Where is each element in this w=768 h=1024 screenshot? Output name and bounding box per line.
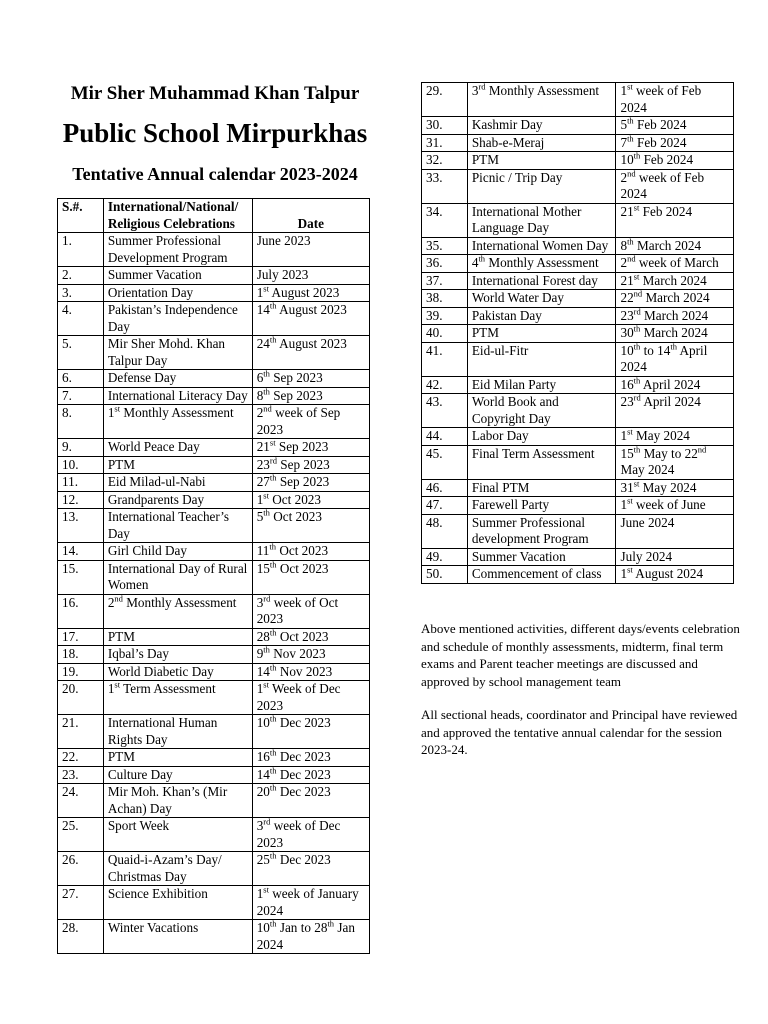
cell-event: International Literacy Day — [103, 387, 252, 405]
table-row — [422, 203, 734, 237]
cell-sn: 42. — [422, 376, 468, 394]
cell-date: 1st Week of Dec 2023 — [252, 681, 369, 715]
table-header-row — [58, 199, 370, 233]
table-row — [58, 681, 370, 715]
calendar-table-left — [57, 198, 370, 954]
table-row — [422, 514, 734, 548]
table-row — [58, 267, 370, 285]
table-row — [422, 342, 734, 376]
table-row — [422, 566, 734, 584]
cell-sn: 21. — [58, 715, 104, 749]
cell-event: Winter Vacations — [103, 920, 252, 954]
table-row — [58, 456, 370, 474]
cell-date: 5th Feb 2024 — [616, 117, 734, 135]
cell-event: Quaid-i-Azam’s Day/ Christmas Day — [103, 852, 252, 886]
table-row — [58, 628, 370, 646]
cell-date: 9th Nov 2023 — [252, 646, 369, 664]
cell-event: Summer Vacation — [467, 548, 616, 566]
table-row — [422, 134, 734, 152]
table-row — [58, 439, 370, 457]
cell-date: 28th Oct 2023 — [252, 628, 369, 646]
cell-event: Summer Professional development Program — [467, 514, 616, 548]
cell-sn: 10. — [58, 456, 104, 474]
cell-event: Grandparents Day — [103, 491, 252, 509]
cell-date: 2nd week of Feb 2024 — [616, 169, 734, 203]
cell-event: Iqbal’s Day — [103, 646, 252, 664]
cell-event: Farewell Party — [467, 497, 616, 515]
header-sn: S.#. — [58, 199, 104, 233]
cell-date: 27th Sep 2023 — [252, 474, 369, 492]
cell-sn: 9. — [58, 439, 104, 457]
table-row — [422, 272, 734, 290]
cell-event: Final Term Assessment — [467, 445, 616, 479]
table-row — [58, 663, 370, 681]
table-row — [422, 394, 734, 428]
cell-sn: 33. — [422, 169, 468, 203]
table-row — [422, 83, 734, 117]
cell-date: 1st week of June — [616, 497, 734, 515]
table-row — [58, 715, 370, 749]
table-row — [58, 886, 370, 920]
cell-date: 21st Feb 2024 — [616, 203, 734, 237]
cell-event: 4th Monthly Assessment — [467, 255, 616, 273]
cell-event: 1st Term Assessment — [103, 681, 252, 715]
cell-sn: 45. — [422, 445, 468, 479]
cell-sn: 37. — [422, 272, 468, 290]
table-row — [422, 548, 734, 566]
cell-date: 1st week of January 2024 — [252, 886, 369, 920]
cell-event: Kashmir Day — [467, 117, 616, 135]
cell-sn: 7. — [58, 387, 104, 405]
cell-sn: 27. — [58, 886, 104, 920]
cell-event: Culture Day — [103, 766, 252, 784]
cell-date: July 2024 — [616, 548, 734, 566]
cell-date: 20th Dec 2023 — [252, 784, 369, 818]
cell-sn: 6. — [58, 370, 104, 388]
cell-date: 21st Sep 2023 — [252, 439, 369, 457]
cell-event: Labor Day — [467, 428, 616, 446]
cell-sn: 30. — [422, 117, 468, 135]
cell-sn: 40. — [422, 325, 468, 343]
cell-sn: 16. — [58, 594, 104, 628]
cell-date: 1st August 2024 — [616, 566, 734, 584]
school-title: Public School Mirpurkhas — [62, 118, 368, 148]
cell-date: 1st week of Feb 2024 — [616, 83, 734, 117]
cell-date: 23rd Sep 2023 — [252, 456, 369, 474]
cell-sn: 48. — [422, 514, 468, 548]
cell-sn: 26. — [58, 852, 104, 886]
cell-sn: 34. — [422, 203, 468, 237]
cell-event: International Teacher’s Day — [103, 509, 252, 543]
cell-event: Defense Day — [103, 370, 252, 388]
cell-sn: 50. — [422, 566, 468, 584]
cell-sn: 35. — [422, 237, 468, 255]
cell-sn: 1. — [58, 233, 104, 267]
cell-event: International Forest day — [467, 272, 616, 290]
table-row — [58, 560, 370, 594]
cell-event: 1st Monthly Assessment — [103, 405, 252, 439]
cell-date: 3rd week of Dec 2023 — [252, 818, 369, 852]
table-row — [422, 152, 734, 170]
table-row — [58, 646, 370, 664]
cell-sn: 15. — [58, 560, 104, 594]
cell-date: 15th May to 22nd May 2024 — [616, 445, 734, 479]
cell-date: 1st May 2024 — [616, 428, 734, 446]
table-row — [58, 784, 370, 818]
table-row — [422, 428, 734, 446]
cell-event: World Water Day — [467, 290, 616, 308]
table-row — [422, 325, 734, 343]
cell-event: Commencement of class — [467, 566, 616, 584]
cell-event: Girl Child Day — [103, 543, 252, 561]
table-row — [58, 233, 370, 267]
cell-date: 16th Dec 2023 — [252, 749, 369, 767]
cell-event: International Day of Rural Women — [103, 560, 252, 594]
table-row — [422, 307, 734, 325]
calendar-title: Tentative Annual calendar 2023-2024 — [72, 164, 358, 184]
cell-sn: 2. — [58, 267, 104, 285]
cell-event: International Human Rights Day — [103, 715, 252, 749]
cell-event: World Diabetic Day — [103, 663, 252, 681]
cell-event: International Mother Language Day — [467, 203, 616, 237]
cell-sn: 18. — [58, 646, 104, 664]
cell-event: Sport Week — [103, 818, 252, 852]
cell-event: Picnic / Trip Day — [467, 169, 616, 203]
cell-date: 11th Oct 2023 — [252, 543, 369, 561]
cell-event: Eid Milan Party — [467, 376, 616, 394]
cell-event: Eid-ul-Fitr — [467, 342, 616, 376]
cell-date: June 2023 — [252, 233, 369, 267]
table-row — [422, 169, 734, 203]
cell-event: PTM — [467, 152, 616, 170]
cell-sn: 36. — [422, 255, 468, 273]
cell-sn: 39. — [422, 307, 468, 325]
cell-event: Orientation Day — [103, 284, 252, 302]
cell-date: 1st Oct 2023 — [252, 491, 369, 509]
table-row — [422, 237, 734, 255]
cell-event: World Book and Copyright Day — [467, 394, 616, 428]
cell-date: 14th Nov 2023 — [252, 663, 369, 681]
cell-event: PTM — [103, 749, 252, 767]
cell-sn: 14. — [58, 543, 104, 561]
cell-date: June 2024 — [616, 514, 734, 548]
cell-sn: 29. — [422, 83, 468, 117]
cell-date: 7th Feb 2024 — [616, 134, 734, 152]
cell-date: 10th Jan to 28th Jan 2024 — [252, 920, 369, 954]
table-row — [58, 302, 370, 336]
cell-sn: 32. — [422, 152, 468, 170]
header-event: International/National/ Religious Celebrations — [103, 199, 252, 233]
table-row — [58, 474, 370, 492]
cell-date: 3rd week of Oct 2023 — [252, 594, 369, 628]
table-row — [58, 491, 370, 509]
cell-event: Mir Moh. Khan’s (Mir Achan) Day — [103, 784, 252, 818]
cell-event: World Peace Day — [103, 439, 252, 457]
cell-event: PTM — [467, 325, 616, 343]
cell-date: 14th Dec 2023 — [252, 766, 369, 784]
cell-date: 22nd March 2024 — [616, 290, 734, 308]
cell-date: 14th August 2023 — [252, 302, 369, 336]
cell-date: 25th Dec 2023 — [252, 852, 369, 886]
table-row — [422, 376, 734, 394]
table-row — [58, 818, 370, 852]
table-row — [422, 497, 734, 515]
table-row — [58, 766, 370, 784]
cell-sn: 19. — [58, 663, 104, 681]
cell-date: 15th Oct 2023 — [252, 560, 369, 594]
cell-sn: 47. — [422, 497, 468, 515]
cell-date: 10th Dec 2023 — [252, 715, 369, 749]
cell-event: Summer Professional Development Program — [103, 233, 252, 267]
cell-event: Mir Sher Mohd. Khan Talpur Day — [103, 336, 252, 370]
cell-sn: 24. — [58, 784, 104, 818]
table-row — [422, 117, 734, 135]
cell-date: 10th Feb 2024 — [616, 152, 734, 170]
cell-sn: 49. — [422, 548, 468, 566]
school-name: Mir Sher Muhammad Khan Talpur — [70, 83, 360, 104]
cell-sn: 11. — [58, 474, 104, 492]
cell-event: 3rd Monthly Assessment — [467, 83, 616, 117]
approval-note: Above mentioned activities, different days/events celebration and schedule of monthly assessments, midterm, final term exams and Parent teacher meetings are discussed and approved by school management team — [421, 621, 740, 689]
table-row — [58, 336, 370, 370]
table-row — [422, 445, 734, 479]
table-row — [422, 479, 734, 497]
table-row — [58, 387, 370, 405]
cell-sn: 23. — [58, 766, 104, 784]
calendar-table-right — [421, 82, 734, 584]
cell-sn: 28. — [58, 920, 104, 954]
cell-event: Pakistan’s Independence Day — [103, 302, 252, 336]
cell-date: 10th to 14th April 2024 — [616, 342, 734, 376]
cell-event: PTM — [103, 628, 252, 646]
cell-date: 23rd April 2024 — [616, 394, 734, 428]
cell-date: 23rd March 2024 — [616, 307, 734, 325]
cell-sn: 5. — [58, 336, 104, 370]
cell-event: Eid Milad-ul-Nabi — [103, 474, 252, 492]
table-row — [58, 284, 370, 302]
table-row — [422, 290, 734, 308]
table-row — [58, 405, 370, 439]
cell-sn: 3. — [58, 284, 104, 302]
cell-date: 2nd week of March — [616, 255, 734, 273]
cell-sn: 12. — [58, 491, 104, 509]
table-row — [58, 509, 370, 543]
cell-event: 2nd Monthly Assessment — [103, 594, 252, 628]
cell-date: 21st March 2024 — [616, 272, 734, 290]
review-note: All sectional heads, coordinator and Principal have reviewed and approved the tentative annual calendar for the session 2023-24. — [421, 707, 738, 757]
cell-sn: 20. — [58, 681, 104, 715]
cell-sn: 25. — [58, 818, 104, 852]
cell-sn: 41. — [422, 342, 468, 376]
cell-sn: 4. — [58, 302, 104, 336]
cell-event: Science Exhibition — [103, 886, 252, 920]
table-row — [58, 594, 370, 628]
cell-sn: 46. — [422, 479, 468, 497]
cell-date: 1st August 2023 — [252, 284, 369, 302]
cell-event: Summer Vacation — [103, 267, 252, 285]
cell-date: 16th April 2024 — [616, 376, 734, 394]
cell-date: 24th August 2023 — [252, 336, 369, 370]
cell-date: July 2023 — [252, 267, 369, 285]
header-date: Date — [252, 199, 369, 233]
cell-date: 6th Sep 2023 — [252, 370, 369, 388]
cell-sn: 13. — [58, 509, 104, 543]
cell-event: Pakistan Day — [467, 307, 616, 325]
cell-event: PTM — [103, 456, 252, 474]
cell-date: 30th March 2024 — [616, 325, 734, 343]
table-row — [58, 920, 370, 954]
cell-sn: 8. — [58, 405, 104, 439]
cell-event: International Women Day — [467, 237, 616, 255]
table-row — [58, 749, 370, 767]
cell-event: Shab-e-Meraj — [467, 134, 616, 152]
cell-date: 31st May 2024 — [616, 479, 734, 497]
cell-date: 8th Sep 2023 — [252, 387, 369, 405]
table-row — [422, 255, 734, 273]
cell-event: Final PTM — [467, 479, 616, 497]
cell-date: 8th March 2024 — [616, 237, 734, 255]
cell-sn: 43. — [422, 394, 468, 428]
cell-sn: 44. — [422, 428, 468, 446]
cell-sn: 22. — [58, 749, 104, 767]
table-row — [58, 370, 370, 388]
cell-date: 5th Oct 2023 — [252, 509, 369, 543]
cell-date: 2nd week of Sep 2023 — [252, 405, 369, 439]
table-row — [58, 543, 370, 561]
cell-sn: 31. — [422, 134, 468, 152]
cell-sn: 17. — [58, 628, 104, 646]
cell-sn: 38. — [422, 290, 468, 308]
table-row — [58, 852, 370, 886]
